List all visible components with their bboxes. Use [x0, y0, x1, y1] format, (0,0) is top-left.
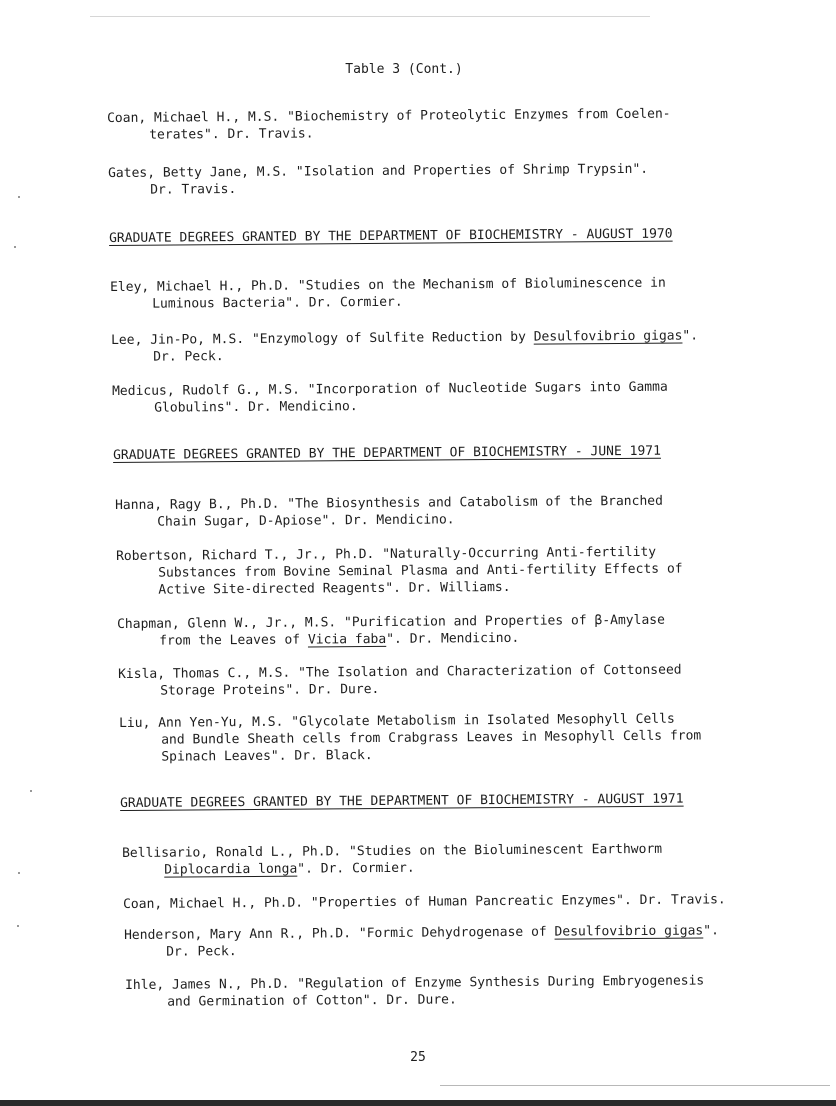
degree-entry [107, 105, 767, 144]
entry-line: Medicus, Rudolf G., M.S. "Incorporation of Nucleotide Sugars into Gamma [112, 379, 668, 399]
entry-text: Lee, Jin-Po, M.S. "Enzymology of Sulfite Reduction by [111, 329, 534, 348]
entry-text: from the Leaves of [159, 632, 308, 649]
degree-entry [108, 160, 768, 199]
degree-entry [125, 972, 785, 1011]
degree-entry [112, 378, 772, 417]
entry-line: Bellisario, Ronald L., Ph.D. "Studies on the Bioluminescent Earthworm [122, 841, 663, 861]
entry-line: Dr. Peck. [153, 349, 224, 365]
species-name: Vicia faba [307, 631, 387, 648]
table-title: Table 3 (Cont.) [345, 62, 463, 77]
scan-edge-line [440, 1085, 830, 1086]
scan-speck [14, 246, 16, 248]
degree-entry [110, 274, 770, 313]
entry-line: Liu, Ann Yen-Yu, M.S. "Glycolate Metabolism in Isolated Mesophyll Cells [119, 711, 675, 731]
page-number: 25 [410, 1050, 426, 1065]
degree-entry [111, 327, 771, 366]
scan-speck [17, 925, 19, 927]
entry-line: Active Site-directed Reagents". Dr. Williams. [158, 579, 511, 598]
entry-text: Henderson, Mary Ann R., Ph.D. "Formic Dehydrogenase of [124, 924, 555, 943]
entry-line: Ihle, James N., Ph.D. "Regulation of Enzyme Synthesis During Embryogenesis [125, 973, 705, 993]
entry-line: Luminous Bacteria". Dr. Cormier. [152, 294, 403, 312]
section-heading: GRADUATE DEGREES GRANTED BY THE DEPARTMENT OF BIOCHEMISTRY - JUNE 1971 [113, 443, 661, 463]
entry-line: Chain Sugar, D-Apiose". Dr. Mendicino. [157, 512, 455, 530]
entry-text: ". [682, 328, 699, 344]
scan-speck [30, 790, 32, 792]
degree-entry [122, 840, 782, 879]
entry-line: Coan, Michael H., M.S. "Biochemistry of Proteolytic Enzymes from Coelen- [107, 106, 671, 126]
species-name: Desulfovibrio gigas [533, 328, 683, 345]
section-heading: GRADUATE DEGREES GRANTED BY THE DEPARTMENT OF BIOCHEMISTRY - AUGUST 1971 [120, 791, 684, 811]
entry-line: terates". Dr. Travis. [149, 126, 314, 143]
species-name: Diplocardia longa [164, 861, 298, 878]
entry-line: Kisla, Thomas C., M.S. "The Isolation and Characterization of Cottonseed [118, 662, 682, 682]
entry-line: Spinach Leaves". Dr. Black. [161, 748, 373, 765]
entry-line: Coan, Michael H., Ph.D. "Properties of Human Pancreatic Enzymes". Dr. Travis. [123, 892, 726, 912]
section-heading: GRADUATE DEGREES GRANTED BY THE DEPARTMENT OF BIOCHEMISTRY - AUGUST 1970 [109, 226, 673, 246]
entry-line: Eley, Michael H., Ph.D. "Studies on the Mechanism of Bioluminescence in [110, 275, 666, 295]
degree-entry [116, 543, 776, 599]
entry-line: and Bundle Sheath cells from Crabgrass Leaves in Mesophyll Cells from [161, 728, 702, 748]
species-name: Desulfovibrio gigas [554, 923, 704, 940]
entry-text: ". [703, 923, 719, 939]
scan-speck [18, 196, 20, 198]
degree-entry [124, 922, 784, 961]
degree-entry [117, 611, 777, 650]
degree-entry [118, 661, 778, 700]
entry-line: Dr. Peck. [166, 944, 237, 960]
entry-line: Substances from Bovine Seminal Plasma and Anti-fertility Effects of [158, 561, 683, 581]
entry-line: Dr. Travis. [150, 181, 237, 198]
degree-entry [115, 492, 775, 531]
entry-line: Gates, Betty Jane, M.S. "Isolation and Properties of Shrimp Trypsin". [108, 161, 649, 181]
entry-line: Globulins". Dr. Mendicino. [154, 399, 358, 416]
scan-edge-line [90, 16, 650, 17]
scan-bottom-border [0, 1100, 836, 1106]
degree-entry [123, 891, 783, 913]
entry-text: ". Dr. Cormier. [297, 860, 415, 877]
scan-speck [18, 872, 20, 874]
entry-line: Robertson, Richard T., Jr., Ph.D. "Naturally-Occurring Anti-fertility [116, 544, 657, 564]
entry-text: ". Dr. Mendicino. [386, 630, 520, 647]
entry-line: and Germination of Cotton". Dr. Dure. [167, 992, 457, 1010]
entry-line: Storage Proteins". Dr. Dure. [160, 681, 380, 699]
entry-line: Chapman, Glenn W., Jr., M.S. "Purification and Properties of β-Amylase [117, 612, 665, 632]
degree-entry [119, 710, 779, 766]
entry-line: Hanna, Ragy B., Ph.D. "The Biosynthesis and Catabolism of the Branched [115, 493, 663, 513]
